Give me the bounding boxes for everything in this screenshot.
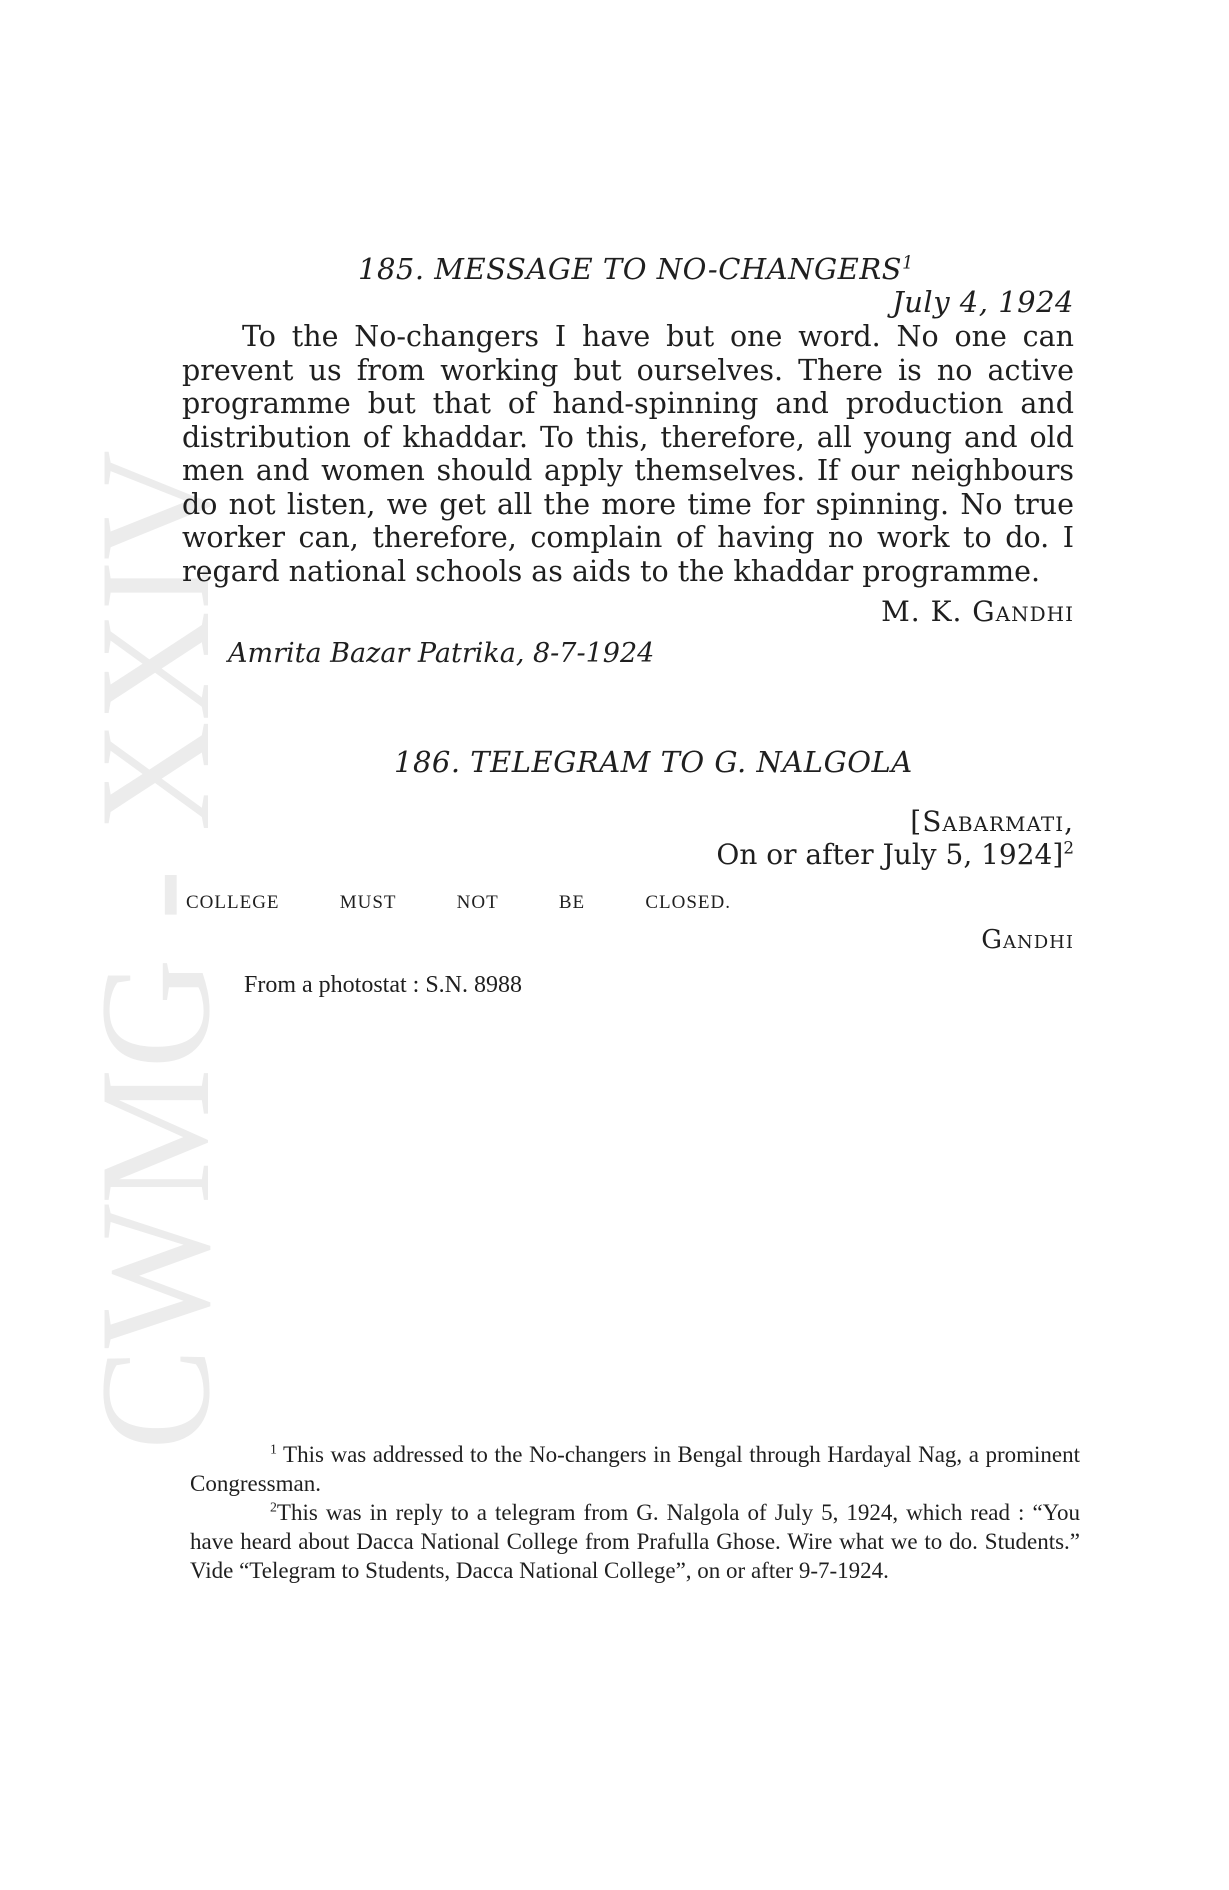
doc-186-source: From a photostat : S.N. 8988 xyxy=(244,972,523,998)
doc-186-place: [Sabarmati, xyxy=(910,805,1074,838)
telegram-word: NOT xyxy=(456,892,499,913)
doc-185-signature: M. K. Gandhi xyxy=(881,595,1074,628)
doc-185-title: 185. MESSAGE TO NO-CHANGERS$^1$ xyxy=(358,252,914,286)
watermark-text: CWMG XXIV xyxy=(90,430,240,1450)
doc-186-signature: Gandhi xyxy=(981,925,1074,955)
doc-185-body xyxy=(182,320,1074,588)
doc-186-date: On or after July 5, 1924]$^2$ xyxy=(716,837,1074,871)
doc-185-paragraph: To the No-changers I have but one word. No one can prevent us from working but ourselves. There is no active programme but that of hand-spinning and production and distribution of khaddar. To this, therefore, all young and old men and women should apply themselves. If our neighbours do not listen, we get all the more time for spinning. No true worker can, therefore, complain of having no work to do. I regard national schools as aids to the khaddar programme. xyxy=(182,320,1074,588)
doc-185-date: July 4, 1924 xyxy=(892,285,1074,319)
telegram-text xyxy=(186,892,731,914)
footnote-1: $^1$ This was addressed to the No-changers in Bengal through Hardayal Nag, a prominent Congressman. xyxy=(190,1441,1080,1496)
doc-186-title: 186. TELEGRAM TO G. NALGOLA xyxy=(394,745,913,779)
telegram-word: BE xyxy=(558,892,586,913)
footnote-2: $^2$This was in reply to a telegram from G. Nalgola of July 5, 1924, which read : “You have heard about Dacca National College from Prafulla Ghose. Wire what we to do. Students.” Vide “Telegram to Students, Dacca National College”, on or after 9-7-1924. xyxy=(190,1499,1080,1583)
footnotes xyxy=(190,1440,1080,1585)
telegram-word: MUST xyxy=(339,892,397,913)
doc-185-source: Amrita Bazar Patrika, 8-7-1924 xyxy=(228,638,655,669)
telegram-word: CLOSED. xyxy=(645,892,731,913)
telegram-word: COLLEGE xyxy=(186,892,280,913)
